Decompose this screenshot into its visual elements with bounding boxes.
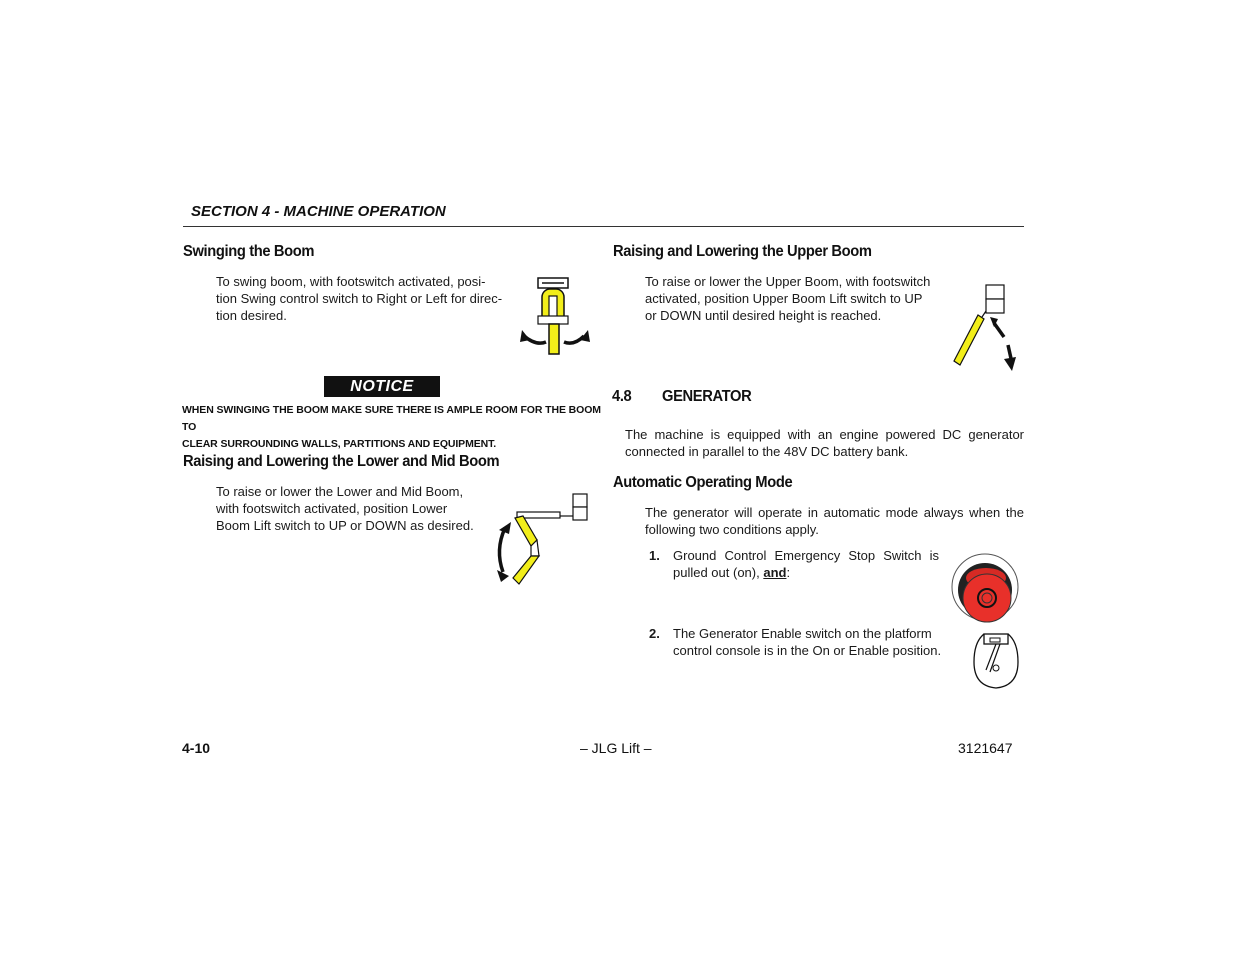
- generator-section-number: 4.8: [612, 388, 632, 405]
- list-item-number: 2.: [649, 626, 660, 641]
- lower-mid-paragraph: [216, 483, 479, 534]
- swing-heading: Swinging the Boom: [183, 243, 315, 260]
- emergency-stop-icon: [950, 552, 1020, 622]
- notice-line: CLEAR SURROUNDING WALLS, PARTITIONS AND EQUIPMENT.: [182, 438, 497, 450]
- swing-paragraph: [216, 273, 516, 324]
- notice-badge: NOTICE: [324, 376, 440, 397]
- page-number: 4-10: [182, 740, 211, 756]
- upper-boom-illustration: [950, 283, 1025, 373]
- lower-mid-line: To raise or lower the Lower and Mid Boom,: [216, 484, 464, 499]
- footer-center: – JLG Lift –: [580, 740, 652, 756]
- list-item: [673, 547, 939, 581]
- generator-paragraph: [625, 426, 1024, 460]
- auto-mode-line: following two conditions apply.: [645, 522, 819, 537]
- generator-title: GENERATOR: [662, 388, 752, 405]
- document-number: 3121647: [958, 740, 1013, 756]
- lower-mid-line: with footswitch activated, position Lower: [216, 501, 448, 516]
- notice-line: WHEN SWINGING THE BOOM MAKE SURE THERE IS AMPLE ROOM FOR THE BOOM TO: [182, 404, 601, 433]
- upper-paragraph: [645, 273, 945, 324]
- swing-line: tion desired.: [216, 308, 287, 323]
- upper-heading: Raising and Lowering the Upper Boom: [613, 243, 872, 260]
- list-item-text: :: [786, 565, 791, 580]
- list-item-line: control console is in the On or Enable position.: [673, 643, 942, 658]
- swing-line: tion Swing control switch to Right or Left for direc-: [216, 291, 503, 306]
- auto-mode-line: The generator will operate in automatic mode always when the: [645, 505, 1024, 520]
- generator-enable-switch-icon: [970, 630, 1022, 692]
- upper-line: To raise or lower the Upper Boom, with footswitch: [645, 274, 931, 289]
- swing-switch-illustration: [520, 276, 590, 358]
- generator-line: connected in parallel to the 48V DC battery bank.: [625, 444, 909, 459]
- emphasis-and: and: [763, 565, 787, 580]
- swing-line: To swing boom, with footswitch activated, posi-: [216, 274, 486, 289]
- lower-mid-boom-illustration: [495, 492, 590, 587]
- list-item-text: pulled out (on),: [673, 565, 764, 580]
- upper-line: or DOWN until desired height is reached.: [645, 308, 882, 323]
- section-header: SECTION 4 - MACHINE OPERATION: [191, 203, 446, 220]
- lower-mid-line: Boom Lift switch to UP or DOWN as desired.: [216, 518, 474, 533]
- auto-mode-heading: Automatic Operating Mode: [613, 474, 793, 491]
- list-item-number: 1.: [649, 548, 660, 563]
- generator-line: The machine is equipped with an engine powered DC generator: [625, 427, 1024, 442]
- list-item-line: Ground Control Emergency Stop Switch is: [673, 548, 939, 563]
- list-item-line: [673, 564, 939, 581]
- lower-mid-heading: Raising and Lowering the Lower and Mid Boom: [183, 453, 500, 470]
- list-item-line: The Generator Enable switch on the platform: [673, 626, 932, 641]
- upper-line: activated, position Upper Boom Lift switch to UP: [645, 291, 923, 306]
- notice-text: [182, 402, 602, 453]
- header-rule: [183, 226, 1024, 227]
- auto-mode-paragraph: [645, 504, 1024, 538]
- list-item: [673, 625, 953, 659]
